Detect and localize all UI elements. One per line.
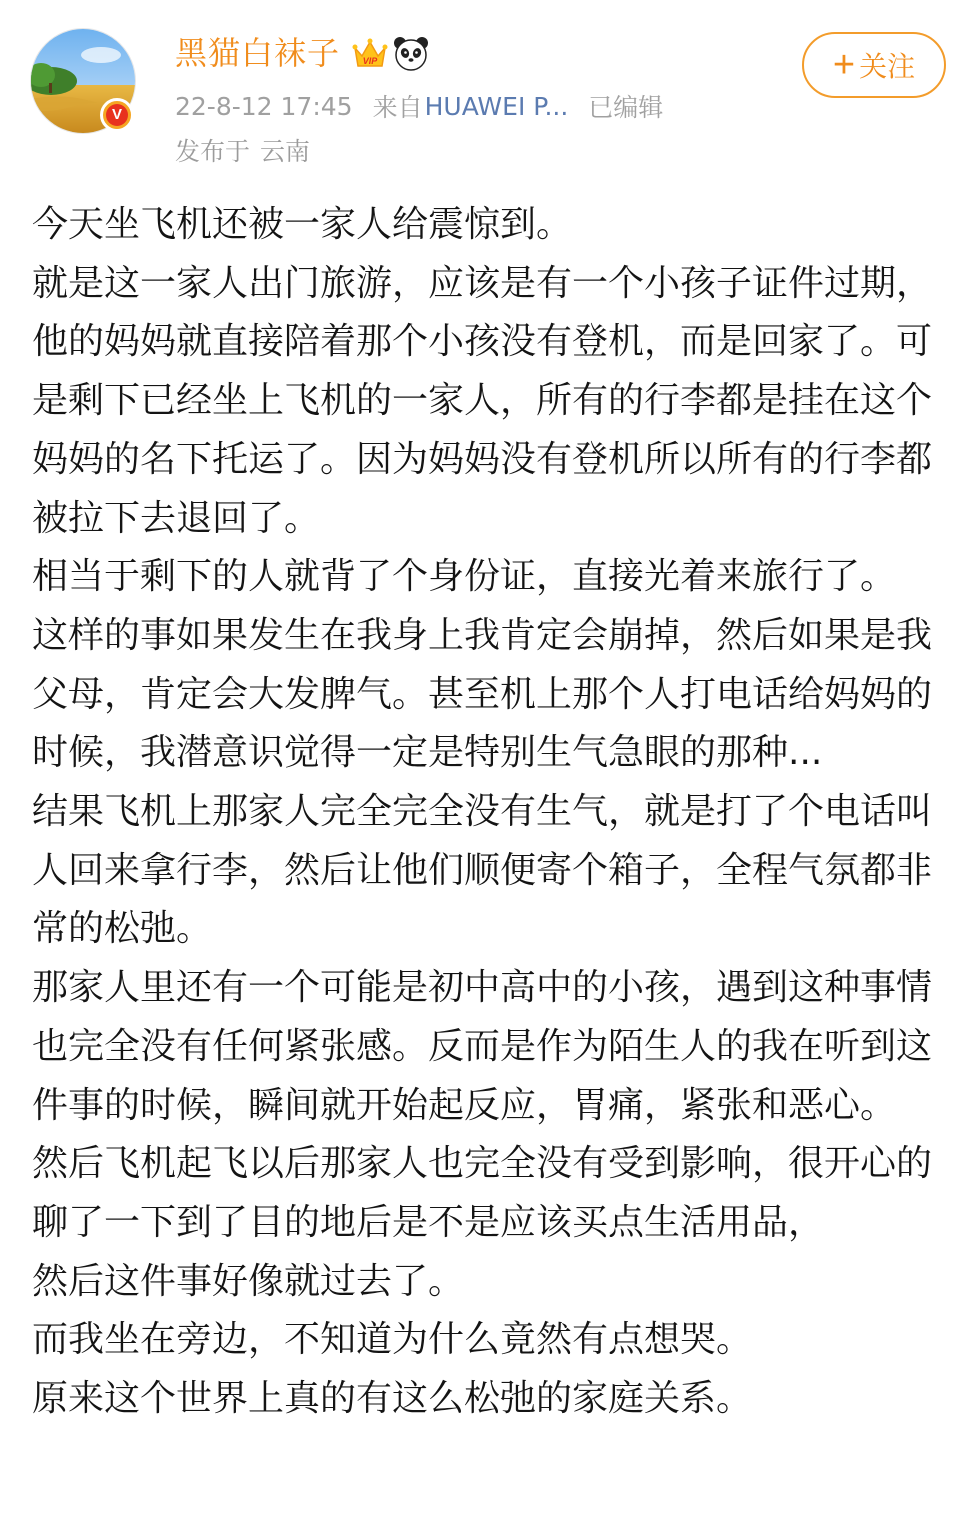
post-paragraph: 那家人里还有一个可能是初中高中的小孩，遇到这种事情也完全没有任何紧张感。反而是作为陌生人的我在听到这件事的时候，瞬间就开始起反应，胃痛，紧张和恶心。	[32, 967, 933, 1126]
post-body	[32, 196, 952, 1429]
post-location	[175, 130, 310, 170]
source-prefix: 来自	[372, 93, 423, 122]
source-device-link[interactable]: HUAWEI P...	[424, 91, 569, 121]
post-meta	[175, 86, 663, 126]
post-header	[0, 0, 968, 180]
panda-icon[interactable]	[392, 34, 430, 72]
post-paragraph: 然后这件事好像就过去了。	[32, 1260, 465, 1302]
post-paragraph: 相当于剩下的人就背了个身份证，直接光着来旅行了。	[32, 556, 897, 598]
follow-label: 关注	[859, 50, 916, 83]
post-timestamp[interactable]: 22-8-12 17:45	[175, 91, 353, 121]
post-paragraph: 而我坐在旁边，不知道为什么竟然有点想哭。	[32, 1319, 753, 1361]
post-paragraph: 结果飞机上那家人完全完全没有生气，就是打了个电话叫人回来拿行李，然后让他们顺便寄个箱子，全程气氛都非常的松弛。	[32, 791, 933, 950]
edited-label[interactable]: 已编辑	[588, 93, 664, 122]
username-row	[175, 28, 430, 78]
location-value: 云南	[260, 137, 311, 166]
avatar[interactable]	[30, 28, 140, 138]
post-paragraph: 然后飞机起飞以后那家人也完全没有受到影响，很开心的聊了一下到了目的地后是不是应该买点生活用品，	[32, 1143, 933, 1243]
username[interactable]: 黑猫白袜子	[175, 34, 341, 72]
post-paragraph: 这样的事如果发生在我身上我肯定会崩掉，然后如果是我父母，肯定会大发脾气。甚至机上那个人打电话给妈妈的时候，我潜意识觉得一定是特别生气急眼的那种...	[32, 614, 933, 774]
plus-icon: +	[832, 44, 856, 86]
post-paragraph: 就是这一家人出门旅游，应该是有一个小孩子证件过期，他的妈妈就直接陪着那个小孩没有登机，而是回家了。可是剩下已经坐上飞机的一家人，所有的行李都是挂在这个妈妈的名下托运了。因为妈妈没有登机所以所有的行李都被拉下去退回了。	[32, 262, 933, 539]
vip-crown-icon[interactable]	[352, 36, 388, 70]
location-prefix: 发布于	[175, 137, 251, 166]
post-paragraph: 今天坐飞机还被一家人给震惊到。	[32, 204, 573, 245]
follow-button[interactable]	[802, 32, 946, 98]
verified-badge-icon: V	[100, 98, 134, 132]
post-paragraph: 原来这个世界上真的有这么松弛的家庭关系。	[32, 1378, 753, 1420]
vip-text: VIP	[362, 56, 378, 66]
